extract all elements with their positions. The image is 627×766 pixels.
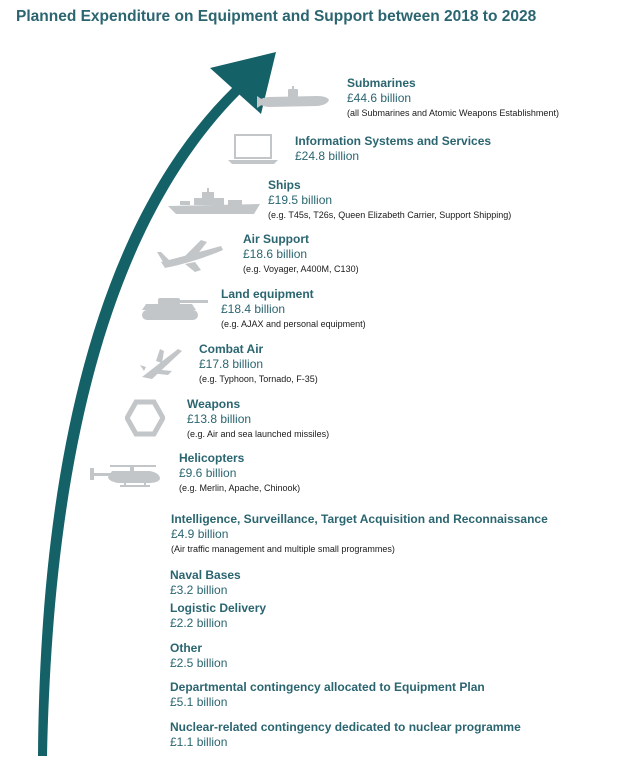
item-amount: £24.8 billion: [295, 149, 360, 163]
item-note: (e.g. AJAX and personal equipment): [221, 319, 366, 329]
item-name: Helicopters: [179, 451, 245, 465]
item-note: (e.g. Voyager, A400M, C130): [243, 264, 359, 274]
ship-icon: [166, 188, 262, 216]
item-amount: £4.9 billion: [171, 527, 229, 541]
item-logistic-delivery: [170, 601, 266, 631]
item-amount: £44.6 billion: [347, 91, 412, 105]
item-name: Submarines: [347, 76, 416, 90]
laptop-icon: [227, 133, 279, 165]
item-name: Intelligence, Surveillance, Target Acquisition and Reconnaissance: [171, 512, 548, 526]
item-name: Combat Air: [199, 342, 264, 356]
fighter-jet-icon: [138, 345, 184, 381]
transport-plane-icon: [155, 238, 225, 274]
item-land-equipment: [221, 287, 366, 331]
item-name: Nuclear-related contingency dedicated to nuclear programme: [170, 720, 521, 734]
item-combat-air: [199, 342, 318, 386]
item-air-support: [243, 232, 359, 276]
item-submarines: [347, 76, 559, 120]
item-amount: £5.1 billion: [170, 695, 228, 709]
item-note: (all Submarines and Atomic Weapons Establishment): [347, 108, 559, 118]
submarine-icon: [255, 86, 331, 112]
item-name: Information Systems and Services: [295, 134, 492, 148]
item-name: Departmental contingency allocated to Equipment Plan: [170, 680, 485, 694]
item-name: Naval Bases: [170, 568, 241, 582]
item-naval-bases: [170, 568, 241, 598]
item-name: Ships: [268, 178, 301, 192]
item-other: [170, 641, 227, 671]
item-amount: £2.2 billion: [170, 616, 228, 630]
item-istar: [171, 512, 548, 556]
item-departmental-contingency: [170, 680, 485, 710]
item-amount: £2.5 billion: [170, 656, 228, 670]
page-title: Planned Expenditure on Equipment and Support between 2018 to 2028: [16, 8, 537, 25]
item-amount: £17.8 billion: [199, 357, 264, 371]
item-amount: £9.6 billion: [179, 466, 237, 480]
item-ships: [268, 178, 511, 222]
item-note: (e.g. T45s, T26s, Queen Elizabeth Carrier, Support Shipping): [268, 210, 512, 220]
item-nuclear-contingency: [170, 720, 521, 750]
item-note: (e.g. Air and sea launched missiles): [187, 429, 330, 439]
item-amount: £3.2 billion: [170, 583, 228, 597]
item-information-systems: [295, 134, 491, 164]
item-helicopters: [179, 451, 300, 495]
hexagon-icon: [125, 399, 165, 437]
item-name: Weapons: [187, 397, 241, 411]
item-amount: £1.1 billion: [170, 735, 228, 749]
tank-icon: [136, 294, 210, 322]
item-name: Land equipment: [221, 287, 314, 301]
item-amount: £18.6 billion: [243, 247, 308, 261]
item-note: (e.g. Merlin, Apache, Chinook): [179, 483, 301, 493]
item-note: (e.g. Typhoon, Tornado, F-35): [199, 374, 318, 384]
item-note: (Air traffic management and multiple small programmes): [171, 544, 395, 554]
item-name: Other: [170, 641, 203, 655]
item-name: Logistic Delivery: [170, 601, 267, 615]
item-name: Air Support: [243, 232, 309, 246]
item-amount: £13.8 billion: [187, 412, 252, 426]
item-amount: £19.5 billion: [268, 193, 333, 207]
helicopter-icon: [88, 461, 162, 489]
item-amount: £18.4 billion: [221, 302, 286, 316]
item-weapons: [187, 397, 329, 441]
